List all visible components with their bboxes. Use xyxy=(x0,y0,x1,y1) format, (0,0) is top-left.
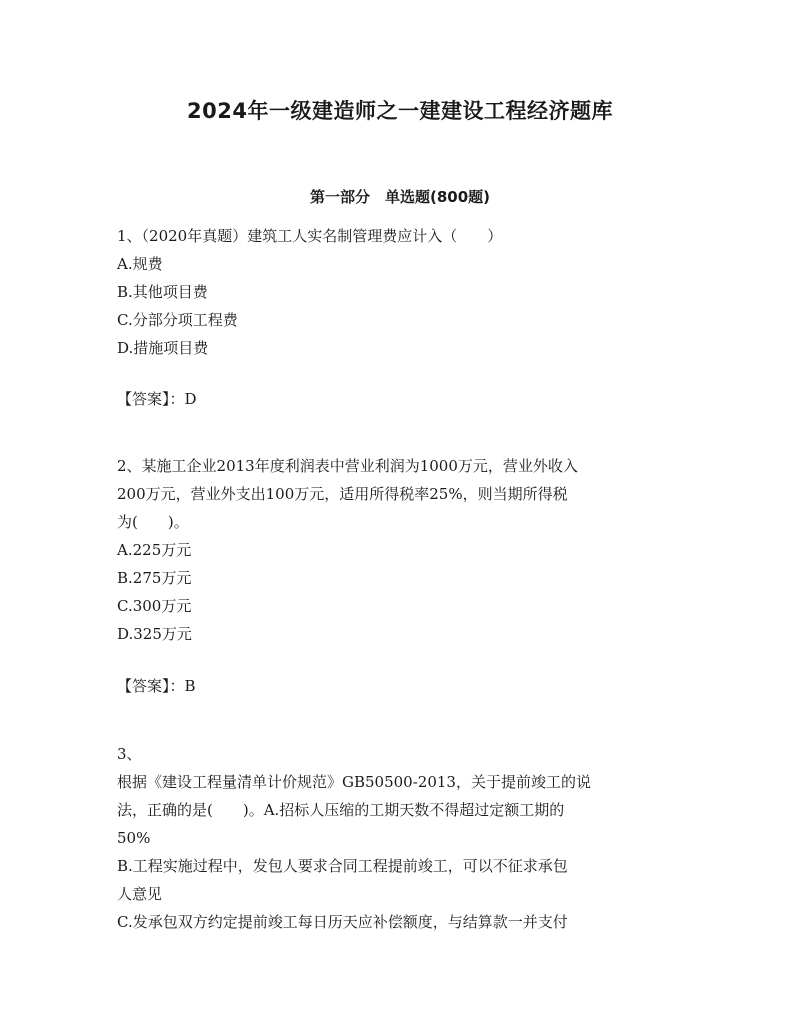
question-stem-line: 为( )。 xyxy=(117,513,189,531)
question-stem-line: 根据《建设工程量清单计价规范》GB50500-2013，关于提前竣工的说 xyxy=(117,773,591,791)
question-stem-line: 法，正确的是( )。A.招标人压缩的工期天数不得超过定额工期的 xyxy=(117,801,565,819)
option-d: D.325万元 xyxy=(117,625,192,643)
question-2 xyxy=(117,452,687,648)
option-b-continued: 人意见 xyxy=(117,885,163,903)
question-number: 3、 xyxy=(117,745,142,763)
question-stem-line: 50% xyxy=(117,829,151,847)
option-a: A.225万元 xyxy=(117,541,192,559)
document-title: 2024年一级建造师之一建建设工程经济题库 xyxy=(187,99,613,123)
option-a: A.规费 xyxy=(117,255,163,273)
answer-value: B xyxy=(184,677,196,695)
option-d: D.措施项目费 xyxy=(117,339,209,357)
answer-label: 【答案】： xyxy=(117,390,185,408)
option-b: B.工程实施过程中，发包人要求合同工程提前竣工，可以不征求承包 xyxy=(117,857,568,875)
question-stem-line: 200万元，营业外支出100万元，适用所得税率25%，则当期所得税 xyxy=(117,485,568,503)
question-1 xyxy=(117,222,687,362)
option-c: C.300万元 xyxy=(117,597,192,615)
option-c: C.发承包双方约定提前竣工每日历天应补偿额度，与结算款一并支付 xyxy=(117,913,568,931)
answer-1 xyxy=(117,385,687,413)
question-stem: 1、（2020年真题）建筑工人实名制管理费应计入（ ） xyxy=(117,227,503,245)
answer-label: 【答案】： xyxy=(117,677,185,695)
option-b: B.275万元 xyxy=(117,569,192,587)
section-title: 第一部分 单选题(800题) xyxy=(309,188,491,206)
answer-2 xyxy=(117,672,687,700)
answer-value: D xyxy=(184,390,197,408)
question-stem-line: 2、某施工企业2013年度利润表中营业利润为1000万元，营业外收入 xyxy=(117,457,578,475)
question-3 xyxy=(117,740,687,936)
option-b: B.其他项目费 xyxy=(117,283,208,301)
option-c: C.分部分项工程费 xyxy=(117,311,238,329)
